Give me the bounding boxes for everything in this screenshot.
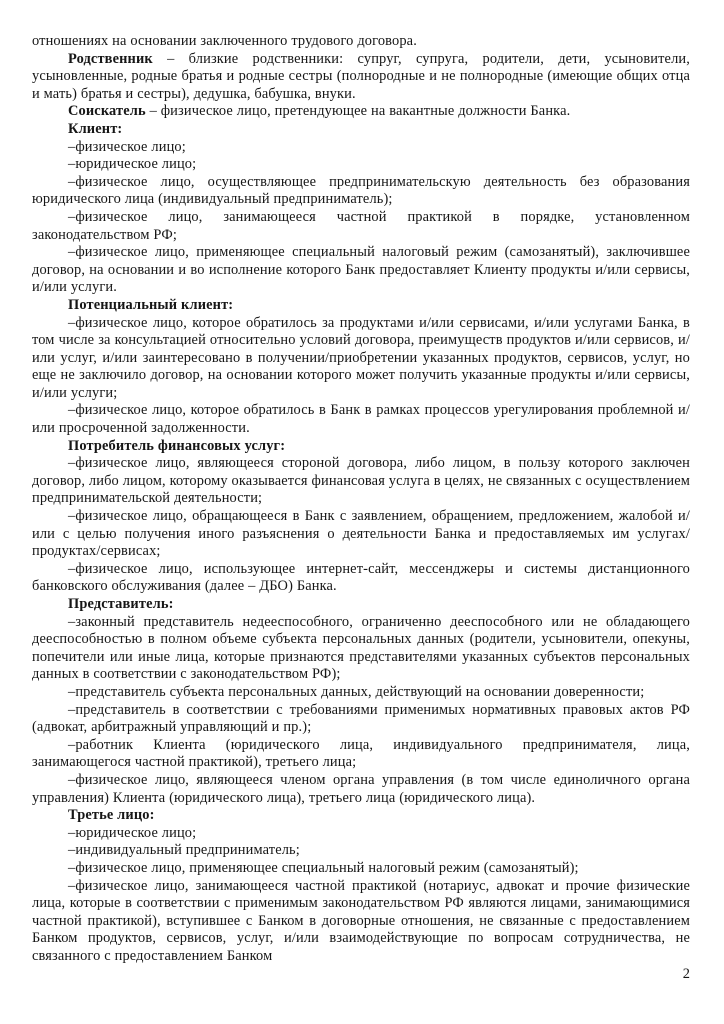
list-item-text: –физическое лицо, занимающееся частной практикой в порядке, установленном законодательством РФ; (32, 208, 690, 243)
list-item-text: –законный представитель недееспособного, ограниченно дееспособного или не обладающего дееспособностью в полном объеме субъекта персональных данных (родители, усыновители, опекуны, попечители или иные лица, которые признаются представителями указанных субъектов персональных данных в соответствии с законодательством РФ); (32, 613, 690, 683)
list-item (32, 614, 690, 684)
list-item-text: –юридическое лицо; (68, 156, 197, 173)
paragraph-text: отношениях на основании заключенного трудового договора. (32, 33, 417, 49)
document-body (32, 33, 690, 965)
defined-term: Представитель: (68, 596, 174, 612)
list-item (32, 508, 690, 561)
list-item (32, 860, 690, 878)
list-item (32, 702, 690, 737)
list-item (32, 156, 690, 174)
list-item-text: –физическое лицо, применяющее специальный налоговый режим (самозанятый); (68, 859, 579, 876)
list-item (32, 737, 690, 772)
definition-heading (32, 438, 690, 456)
defined-term: Потребитель финансовых услуг: (68, 437, 286, 454)
defined-term: Третье лицо: (68, 807, 155, 824)
list-item-text: –физическое лицо, которое обратилось в Банк в рамках процессов урегулирования проблемной и/или просроченной задолженности. (32, 402, 690, 437)
defined-term: Родственник (68, 50, 153, 67)
definition-heading (32, 121, 690, 139)
paragraph (32, 33, 690, 51)
list-item-text: –физическое лицо, которое обратилось за продуктами и/или сервисами, и/или услугами Банка, в том числе за консультацией относительно условий договора, преимуществ продуктов и/или сервисов, и/или услуг, и/или заинтересовано в получении/приобретении указанных продуктов, сервисов, услуг, но еще не заключило договор, на основании которого может получить указанные продукты и/или сервисы, и/или услуги; (32, 314, 690, 401)
list-item-text: –физическое лицо; (68, 138, 186, 155)
list-item (32, 455, 690, 508)
definition-paragraph (32, 103, 690, 121)
list-item (32, 772, 690, 807)
list-item-text: –работник Клиента (юридического лица, индивидуального предпринимателя, лица, занимающегося частной практикой), третьего лица; (32, 736, 690, 771)
list-item-text: –представитель субъекта персональных данных, действующий на основании доверенности; (68, 683, 645, 700)
list-item (32, 174, 690, 209)
list-item (32, 139, 690, 157)
defined-term: Соискатель (68, 103, 146, 120)
definition-heading (32, 807, 690, 825)
list-item-text: –физическое лицо, осуществляющее предпринимательскую деятельность без образования юридического лица (индивидуальный предприниматель); (32, 173, 690, 208)
definition-paragraph (32, 51, 690, 104)
list-item-text: –физическое лицо, являющееся членом органа управления (в том числе единоличного органа управления) Клиента (юридического лица), третьего лица (юридического лица). (32, 771, 690, 806)
list-item (32, 561, 690, 596)
list-item (32, 878, 690, 966)
list-item (32, 842, 690, 860)
definition-heading (32, 596, 690, 614)
defined-term: Клиент: (68, 120, 123, 137)
list-item-text: –физическое лицо, являющееся стороной договора, либо лицом, в пользу которого заключен договор, либо лицом, которому оказывается финансовая услуга в целях, не связанных с осуществлением предпринимательской деятельности; (32, 455, 690, 507)
list-item-text: –индивидуальный предприниматель; (68, 842, 300, 859)
definition-heading (32, 297, 690, 315)
list-item-text: –представитель в соответствии с требованиями применимых нормативных правовых актов РФ (адвокат, арбитражный управляющий и пр.); (32, 701, 690, 736)
list-item (32, 402, 690, 437)
list-item-text: –физическое лицо, обращающееся в Банк с заявлением, обращением, предложением, жалобой и/или с целью получения иного разъяснения о деятельности Банка и предоставляемых им услугах/продуктах/сервисах; (32, 508, 690, 560)
page-number: 2 (682, 966, 690, 982)
paragraph-text: – физическое лицо, претендующее на вакантные должности Банка. (145, 103, 571, 120)
defined-term: Потенциальный клиент: (68, 296, 234, 313)
list-item-text: –юридическое лицо; (68, 824, 197, 841)
list-item (32, 209, 690, 244)
list-item (32, 684, 690, 702)
list-item-text: –физическое лицо, применяющее специальный налоговый режим (самозанятый), заключившее договор, на основании и во исполнение которого Банк предоставляет Клиенту продукты и/или сервисы, и/или услуги. (32, 244, 690, 296)
list-item-text: –физическое лицо, использующее интернет-сайт, мессенджеры и системы дистанционного банковского обслуживания (далее – ДБО) Банка. (32, 560, 690, 595)
list-item-text: –физическое лицо, занимающееся частной практикой (нотариус, адвокат и прочие физические лица, которые в соответствии с применимым законодательством РФ являются лицами, занимающимися частной практикой), вступившее с Банком в договорные отношения, не связанные с предоставлением Банком продуктов, сервисов, услуг, и/или взаимодействующие по вопросам сотрудничества, не связанного с предоставлением Банком (32, 877, 690, 964)
paragraph-text: – близкие родственники: супруг, супруга, родители, дети, усыновители, усыновленные, родные братья и родные сестры (полнородные и не полнородные (имеющие общих отца и мать) братья и сестры), дедушка, бабушка, внуки. (32, 50, 690, 102)
list-item (32, 315, 690, 403)
list-item (32, 244, 690, 297)
list-item (32, 825, 690, 843)
